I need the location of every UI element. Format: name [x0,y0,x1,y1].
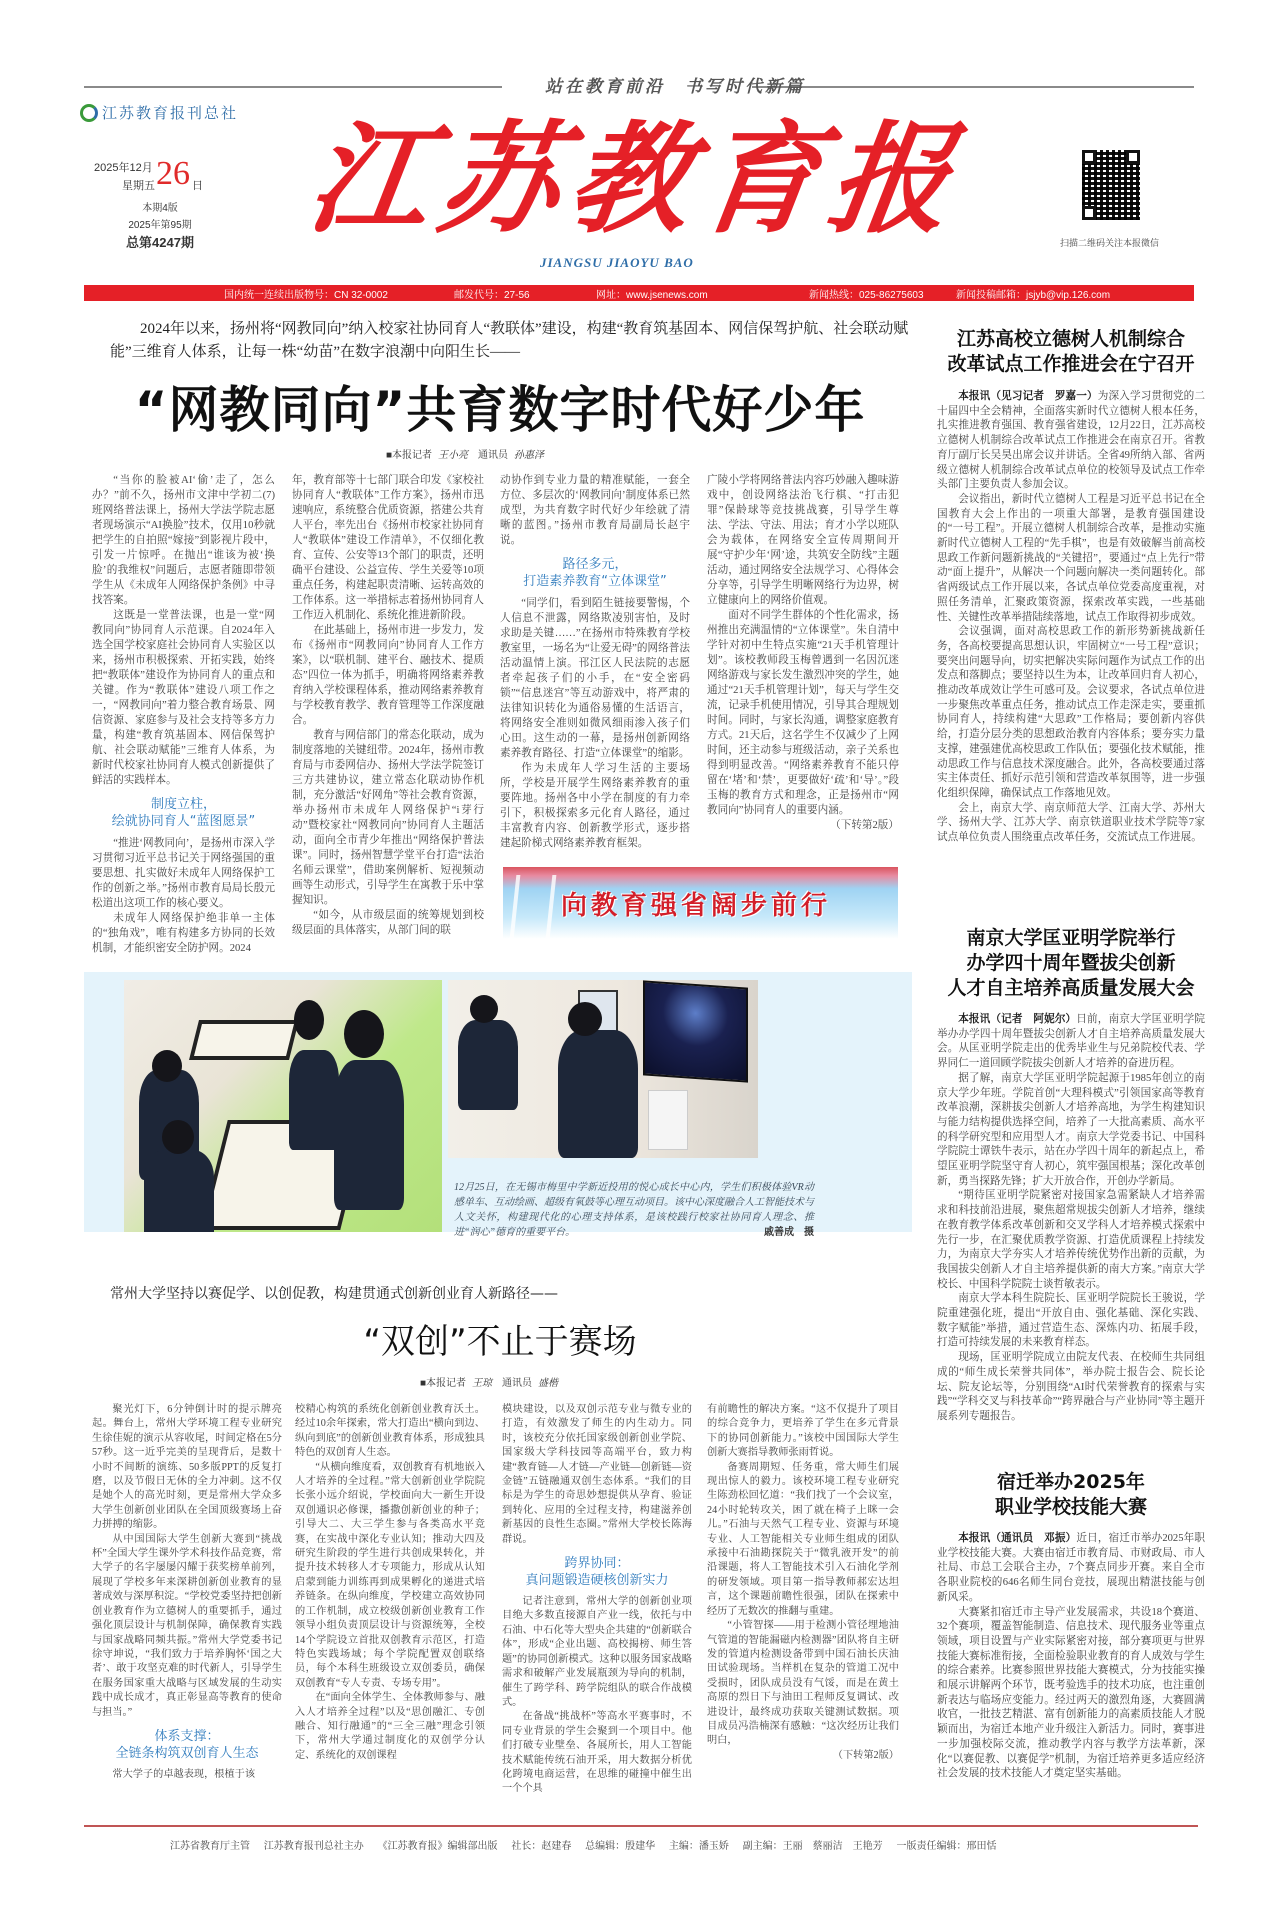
banner-text: 向教育强省阔步前行 [561,891,832,921]
info-bar [84,285,1194,301]
publisher [80,102,238,123]
second-continued[interactable]: （下转第2版） [832,1749,899,1761]
info-cn: 国内统一连续出版物号：CN 32-0002 [224,289,388,301]
second-kicker: 常州大学坚持以赛促学、以创促教，构建贯通式创新创业育人新路径—— [110,1286,558,1302]
column-banner [503,867,898,939]
lead-column-2: 年，教育部等十七部门联合印发《家校社协同育人“教联体”工作方案》，扬州市迅速响应，系统整合优质资源，搭建公共育人平台，率先出台《扬州市校家社协同育人“教联体”建设工作清单》，不仅细化教育、宣传、公安等13个部门的职责，还明确平台建设、公益宣传、学生关爱等10项重点任务，构建起职责清晰、运转高效的工作体系。这一举措标志着扬州协同育人工作迈入机制化、系统化推进新阶段。 在此基础上，扬州市进一步发力，发布《扬州市“网教同向”协同育人工作方案》，以“联机制、建平台、融技术、提质态”四位一体为抓手，明确将网络素养教育纳入学校课程体系，推动网络素养教育与学校教育教学、教育管理等工作深度融合。 教育与网信部门的常态化联动，成为制度落地的关键纽带。2024年，扬州市教育局与市委网信办、扬州大学法学院签订三方共建协议，建立常态化联动协作机制，充分激活“好网角”等社会教育资源，举办扬州市未成年人网络保护“i芽行动”暨校家社“网教同向”协同育人主题活动，面向全市青少年推出“网络保护普法课”。同时，扬州智慧学堂平台打造“法治名师云课堂”，借助案例解析、短视频动画等生动形式，引导学生在寓教于乐中掌握知识。 “如今，从市级层面的统筹规划到校级层面的具体落实，从部门间的联 [292,475,484,936]
date-year-month: 2025年12月 [94,162,153,174]
second-column-3: 模块建设，以及双创示范专业与微专业的打造，有效激发了师生的内生动力。同时，该校充分依托国家级创新创业学院、国家级大学科技园等高端平台，致力构建“教育链—人才链—产业链—创新链—资金链”五链融通双创生态体系。“我们的目标是为学生的奇思妙想提供从孕育、验证到转化、应用的全过程支持，构建滋养创新基因的良性生态圈。”常州大学校长陈海群说。 跨界协同： 真问题锻造硬核创新实力 记者注意到，常州大学的创新创业项目绝大多数直接源自产业一线，依托与中石油、中石化等大型央企共建的“创新联合体”，形成“企业出题、高校揭榜、师生答题”的协同创新模式。这种以服务国家战略需求和破解产业发展瓶颈为导向的机制，催生了跨学科、跨学院组队的联合作战模式。 在备战“挑战杯”等高水平赛事时，不同专业背景的学生会聚到一个项目中。他们打破专业壁垒、各展所长，用人工智能技术赋能传统石油开采，用大数据分析优化跨境电商运营，在思维的碰撞中催生出一个个具 [502,1404,692,1795]
issue-pages: 本期4版 [142,203,178,214]
issue-of-year: 2025年第95期 [128,220,192,231]
second-column-4: 有前瞻性的解决方案。“这不仅提升了项目的综合竞争力，更培养了学生在多元背景下的协同创新能力。”该校中国国际大学生创新大赛指导教师张雨哲说。 备赛周期短、任务重，常大师生们展现出惊人的毅力。该校环境工程专业研究生陈劲松回忆道：“我们找了一个会议室，24小时轮转攻关，困了就在椅子上眯一会儿。”石油与天然气工程专业、资源与环境专业、人工智能相关专业师生组成的团队承接中石油勘探院关于“微乳液开发”的前沿课题，将人工智能技术引入石油化学剂的研发领域。项目第一指导教师郝宏达坦言，这个课题前瞻性很强，团队在探索中经历了无数次的推翻与重建。 “小管智探——用于检测小管径埋地油气管道的智能漏磁内检测器”团队将自主研发的管道内检测设备带到中国石油长庆油田试验现场。当样机在复杂的管道工况中受损时，团队成员没有气馁，而是在黄土高原的烈日下与油田工程师反复调试、改进设计，最终成功获取关键测试数据。项目成员冯浩楠深有感触：“这次经历让我们明白， （下转第2版） [707,1403,899,1763]
date-weekday: 星期五 [122,180,155,192]
publisher-logo-icon [80,104,98,122]
lead-column-1: “当你的脸被AI‘偷’走了，怎么办？”前不久，扬州市文津中学初二(7)班网络普法课上，扬州大学法学院志愿者现场演示“AI换脸”技术，仅用10秒就把学生的自拍照“嫁接”到影视片段中，引发一片惊呼。在抛出“谁该为被‘换脸’的我维权”问题后，志愿者随即带领学生从《未成年人网络保护条例》中寻找答案。 这既是一堂普法课，也是一堂“网教同向”协同育人示范课。自2024年入选全国学校家庭社会协同育人实验区以来，扬州市积极探索、开拓实践，始终把“教联体”建设作为协同育人的重点和关键。作为“教联体”建设八项工作之一，“网教同向”着力整合教育场景、网信资源、家庭参与及社会支持等多方力量，构建“教育筑基固本、网信保驾护航、社会联动赋能”三维育人体系，为新时代校家社协同育人模式创新提供了鲜活的实践样本。 制度立柱， 绘就协同育人“蓝图愿景” “推进‘网教同向’，是扬州市深入学习贯彻习近平总书记关于网络强国的重要思想、扎实做好未成年人网络保护工作的创新之举。”扬州市教育局局长殷元松道出这项工作的核心要义。 未成年人网络保护绝非单一主体的“独角戏”，唯有构建多方协同的长效机制，才能织密安全防护网。2024 [92,475,275,954]
photo-interactive-drawing[interactable] [124,980,442,1232]
side-article-1-title: 江苏高校立德树人机制综合 改革试点工作推进会在宁召开 [947,328,1195,375]
photo-caption: 12月25日，在无锡市梅里中学新近投用的悦心成长中心内，学生们积极体验VR动感单车、互动绘画、超级有氧鼓等心理互动项目。该中心深度融合人工智能技术与人文关怀，构建现代化的心理支持体系，是该校践行校家社协同育人理念、推进“润心”德育的重要平台。 戚善成 摄 [454,1182,814,1238]
lead-column-3: 动协作到专业力量的精准赋能，一套全方位、多层次的‘网教同向’制度体系已然成型，为共育数字时代好少年绘就了清晰的蓝图。”扬州市教育局副局长赵宇说。 路径多元， 打造素养教育“立体课堂” “同学们，看到陌生链接要警惕，个人信息不泄露，网络欺凌别害怕，及时求助是关键……”在扬州市特殊教育学校教室里，一场名为“让爱无碍”的网络普法活动温情上演。邗江区人民法院的志愿者牵起孩子们的小手，在“安全密码锁”“信息迷宫”等互动游戏中，将严肃的法律知识转化为通俗易懂的生活语言，将网络安全准则如微风细雨渗入孩子们心田。这生动的一幕，是扬州创新网络素养教育路径、打造“立体课堂”的缩影。 作为未成年人学习生活的主要场所，学校是开展学生网络素养教育的重要阵地。扬州各中小学在制度的有力牵引下，积极探索多元化育人路径，通过丰富教育内容、创新教学形式，逐步搭建起阶梯式网络素养教育框架。 [500,475,690,849]
info-email[interactable]: 新闻投稿邮箱：jsjyb@vip.126.com [956,289,1111,301]
photo-vr-bike[interactable] [448,980,758,1158]
qr-code-icon[interactable] [1082,150,1140,220]
lead-continued[interactable]: （下转第2版） [830,820,899,831]
issue-total: 总第4247期 [126,235,194,250]
date-day-suffix: 日 [192,180,203,192]
photographer: 戚善成 摄 [764,1227,814,1238]
second-byline: ■本报记者 王琼 通讯员 盛楷 [420,1378,559,1389]
header-rule-left [84,86,502,88]
second-subhead-1: 体系支撑： 全链条构筑双创育人生态 [115,1728,259,1761]
second-subhead-2: 跨界协同： 真问题锻造硬核创新实力 [525,1556,669,1589]
publisher-name: 江苏教育报刊总社 [102,104,239,122]
second-title: “双创”不止于赛场 [363,1322,637,1362]
footer-rule [84,1825,1198,1827]
side-article-2-body: 本报讯（记者 阿妮尔）日前，南京大学匡亚明学院举办办学四十周年暨拔尖创新人才自主培养高质量发展大会。从匡亚明学院走出的优秀毕业生与兄弟院校代表、学界同仁一道回顾学院拔尖创新人才培养的奋进历程。 据了解，南京大学匡亚明学院起源于1985年创立的南京大学少年班。学院首创“大理科模式”引领国家高等教育改革浪潮，深耕拔尖创新人才培养高地，为学生构建知识与能力结构提供选择空间，培养了一大批高素质、高水平的科学研究型和应用型人才。南京大学党委书记、中国科学院院士谭铁牛表示，站在办学四十周年的新起点上，希望匡亚明学院坚守育人初心，筑牢强国根基；深化改革创新，勇当探路先锋；扩大开放合作，开创办学新局。 “期待匡亚明学院紧密对接国家急需紧缺人才培养需求和科技前沿进展，聚焦超常规拔尖创新人才培养，继续在教育教学体系改革创新和交叉学科人才培养模式探索中先行一步，在汇聚优质教学资源、打造优质课程上持续发力，为南京大学夯实人才培养传统优势作出新的贡献，为我国拔尖创新人才自主培养提供新的南大方案。”南京大学校长、中国科学院院士谈哲敏表示。 南京大学本科生院院长、匡亚明学院院长王骏说，学院重建强化班，提出“开放自由、强化基础、深化实践、数字赋能”举措，通过营造生态、深炼内功、拓展手段，打造可持续发展的未来教育样态。 现场，匡亚明学院成立由院友代表、在校师生共同组成的“师生成长荣誉共同体”，举办院士报告会、院长论坛、院友论坛等，分别围绕“AI时代荣誉教育的探索与实践”“学科交叉与科技革命”“跨界融合与产业协同”等主题开展系列专题报告。 [937,1014,1205,1422]
lead-lede: 2024年以来，扬州将“网教同向”纳入校家社协同育人“教联体”建设，构建“教育筑基固本、网信保驾护航、社会联动赋能”三维育人体系，让每一株“幼苗”在数字浪潮中向阳生长—— [110,321,909,360]
side-article-1-body: 本报讯（见习记者 罗嘉一）为深入学习贯彻党的二十届四中全会精神，全面落实新时代立德树人根本任务，扎实推进教育强国、教育强省建设，12月22日，江苏高校立德树人机制综合改革试点工作推进会在南京召开。省教育厅副厅长吴昊出席会议并讲话。全省49所纳入部、省两级立德树人机制综合改革试点单位的校领导及试点工作牵头部门主要负责人参加会议。 会议指出，新时代立德树人工程是习近平总书记在全国教育大会上作出的一项重大部署，是教育强国建设的“一号工程”。开展立德树人机制综合改革，是推动实施新时代立德树人工程的“先手棋”，也是有效破解当前高校思政工作新问题新挑战的“关键招”，要通过“点上先行”带动“面上提升”，从解决一个问题向解决一类问题转化。部省两级试点工作开展以来，各试点单位党委高度重视，对照任务清单，汇聚政策资源，探索改革实践，一些基础性、关键性改革举措陆续落地，试点工作取得初步成效。 会议强调，面对高校思政工作的新形势新挑战新任务，各高校要提高思想认识，牢固树立“一号工程”意识；要突出问题导向，切实把解决实际问题作为试点工作的出发点和落脚点；要坚持以生为本，让改革回归育人初心，推动改革成效让学生可感可及。会议要求，各试点单位进一步聚焦改革重点任务，推动试点工作走深走实，要重抓协同育人，持续构建“大思政”工作格局；要创新内容供给，打造分层分类的思想政治教育内容体系；要夯实力量支撑，建强建优高校思政工作队伍；要强化技术赋能，推动思政工作与信息技术深度融合。此外，各高校要通过落实主体责任、抓好示范引领和营造改革氛围等，进一步强化组织保障，确保试点工作落地见效。 会上，南京大学、南京师范大学、江南大学、苏州大学、扬州大学、江苏大学、南京铁道职业技术学院等7家试点单位负责人围绕重点改革任务，交流试点工作进展。 [937,391,1206,844]
masthead-title: 江苏教育报 [300,109,970,250]
masthead-english: JIANGSU JIAOYU BAO [540,255,694,270]
lead-column-4: 广陵小学将网络普法内容巧妙融入趣味游戏中，创设网络法治飞行棋、“打击犯罪”保龄球等竞技挑战赛，引导学生尊法、学法、守法、用法；育才小学以班队会为载体，在网络安全宣传周期间开展“守护少年‘网’途，共筑安全防线”主题活动，通过网络安全法规学习、心得体会分享等，引导学生明晰网络行为边界，树立健康向上的网络价值观。 面对不同学生群体的个性化需求，扬州推出充满温情的“立体课堂”。朱自清中学针对初中生特点实施“21天手机管理计划”。该校教师段玉梅曾遇到一名因沉迷网络游戏与家长发生激烈冲突的学生，她通过“21天手机管理计划”，每天与学生交流，记录手机使用情况，引导其合理规划时间。同时，与家长沟通，调整家庭教育方式。21天后，这名学生不仅减少了上网时间，还主动参与班级活动，亲子关系也得到明显改善。“网络素养教育不能只停留在‘堵’和‘禁’，更要做好‘疏’和‘导’。”段玉梅的教育方式和理念，正是扬州市“网教同向”协同育人的重要内涵。 （下转第2版） [707,475,899,831]
lead-byline: ■本报记者 王小亮 通讯员 孙惠泽 [386,450,545,461]
bridge-graphic-icon [510,875,557,939]
lead-subhead-2: 路径多元， 打造素养教育“立体课堂” [523,557,667,589]
date-day: 26 [156,155,190,192]
footer-credits: 江苏省教育厅主管 江苏教育报刊总社主办 《江苏教育报》编辑部出版 社长：赵建春 总编辑：殷建华 主编：潘玉娇 副主编：王丽 蔡丽洁 王艳芳 一版责任编辑：邢田恬 [170,1841,997,1852]
side-article-2-title: 南京大学匡亚明学院举行 办学四十周年暨拔尖创新 人才自主培养高质量发展大会 [947,927,1195,999]
side-article-3-title: 宿迁举办2025年 职业学校技能大赛 [994,1471,1147,1518]
side-article-3-body: 本报讯（通讯员 邓振）近日，宿迁市举办2025年职业学校技能大赛。大赛由宿迁市教育局、市财政局、市人社局、市总工会联合主办，7个赛点同步开赛。来自全市各职业院校的646名师生同台竞技，展现出精湛技能与创新风采。 大赛紧扣宿迁市主导产业发展需求，共设18个赛道、32个赛项，覆盖智能制造、信息技术、现代服务业等重点领域，项目设置与产业实际紧密对接，部分赛项更与世界技能大赛标准衔接，全面检验职业教育的育人成效与学生的综合素养。比赛参照世界技能大赛模式，分为技能实操和展示讲解两个环节，既考验选手的技术功底，也注重创新表达与临场应变能力。经过两天的激烈角逐，大赛圆满收官，一批技艺精湛、富有创新能力的高素质技能人才脱颖而出，为宿迁本地产业升级注入新活力。同时，赛事进一步加强校际交流，推动教学内容与教学方法革新，深化“以赛促教、以赛促学”机制，为宿迁培养更多适应经济社会发展的技术技能人才奠定坚实基础。 [937,1533,1206,1780]
info-website[interactable]: 网址：www.jsenews.com [596,289,708,301]
second-column-2: 校精心构筑的系统化创新创业教育沃土。经过10余年探索，常大打造出“横向到边、纵向到底”的创新创业教育体系，形成独具特色的双创育人生态。 “从横向维度看，双创教育有机地嵌入人才培养的全过程。”常大创新创业学院院长张小远介绍说，学校面向大一新生开设双创通识必修课，播撒创新创业的种子；引导大二、大三学生参与各类高水平竞赛，在实战中深化专业认知；推动大四及研究生阶段的学生进行共创成果转化，并提升技术转移人才专项能力，形成从认知启蒙到能力训练再到成果孵化的递进式培养链条。在纵向维度，学校建立高效协同的工作机制，成立校级创新创业教育工作领导小组负责顶层设计与资源统筹，全校14个学院设立首批双创教育示范区，打造特色实践场域；每个学院配置双创联络员，每个本科生班级设立双创委员，确保双创教育“专人专责、专场专用”。 在“面向全体学生、全体教师参与、融入人才培养全过程”以及“思创融汇、专创融合、知行融通”的“三全三融”理念引领下，常州大学通过制度化的双创学分认定、系统化的双创课程 [295,1404,485,1761]
qr-caption: 扫描二维码关注本报微信 [1060,238,1160,248]
second-column-1: 聚光灯下，6分钟倒计时的提示牌亮起。舞台上，常州大学环境工程专业研究生徐佳妮的演示从容收尾，时间定格在5分57秒。这一近乎完美的呈现背后，是数十小时不间断的演练、50多版PPT的反复打磨，以及节假日无休的全力冲刺。这不仅是她个人的高光时刻，更是常州大学众多大学生创新创业团队在全国顶级赛场上奋力拼搏的缩影。 从中国国际大学生创新大赛到“挑战杯”全国大学生课外学术科技作品竞赛，常大学子的名字屡屡闪耀于获奖榜单前列，展现了学校多年来深耕创新创业教育的显著成效与深厚积淀。“学校党委坚持把创新创业教育作为立德树人的重要抓手，通过强化顶层设计与机制保障，确保教育实践与国家战略同频共振。”常州大学党委书记徐守坤说，“我们致力于培养胸怀‘国之大者’、敢于攻坚克难的时代新人，引导学生在服务国家重大战略与区域发展的生动实践中成长成才，真正彰显高等教育的使命与担当。” 体系支撑： 全链条构筑双创育人生态 常大学子的卓越表现，根植于该 [92,1404,282,1780]
issue-info [110,200,210,251]
lead-subhead-1: 制度立柱， 绘就协同育人“蓝图愿景” [111,797,256,829]
slogan: 站在教育前沿 书写时代新篇 [545,77,805,97]
lead-title: “网教同向”共育数字时代好少年 [134,381,866,439]
info-postal: 邮发代号：27-56 [454,289,530,301]
info-hotline: 新闻热线：025-86275603 [809,289,924,301]
